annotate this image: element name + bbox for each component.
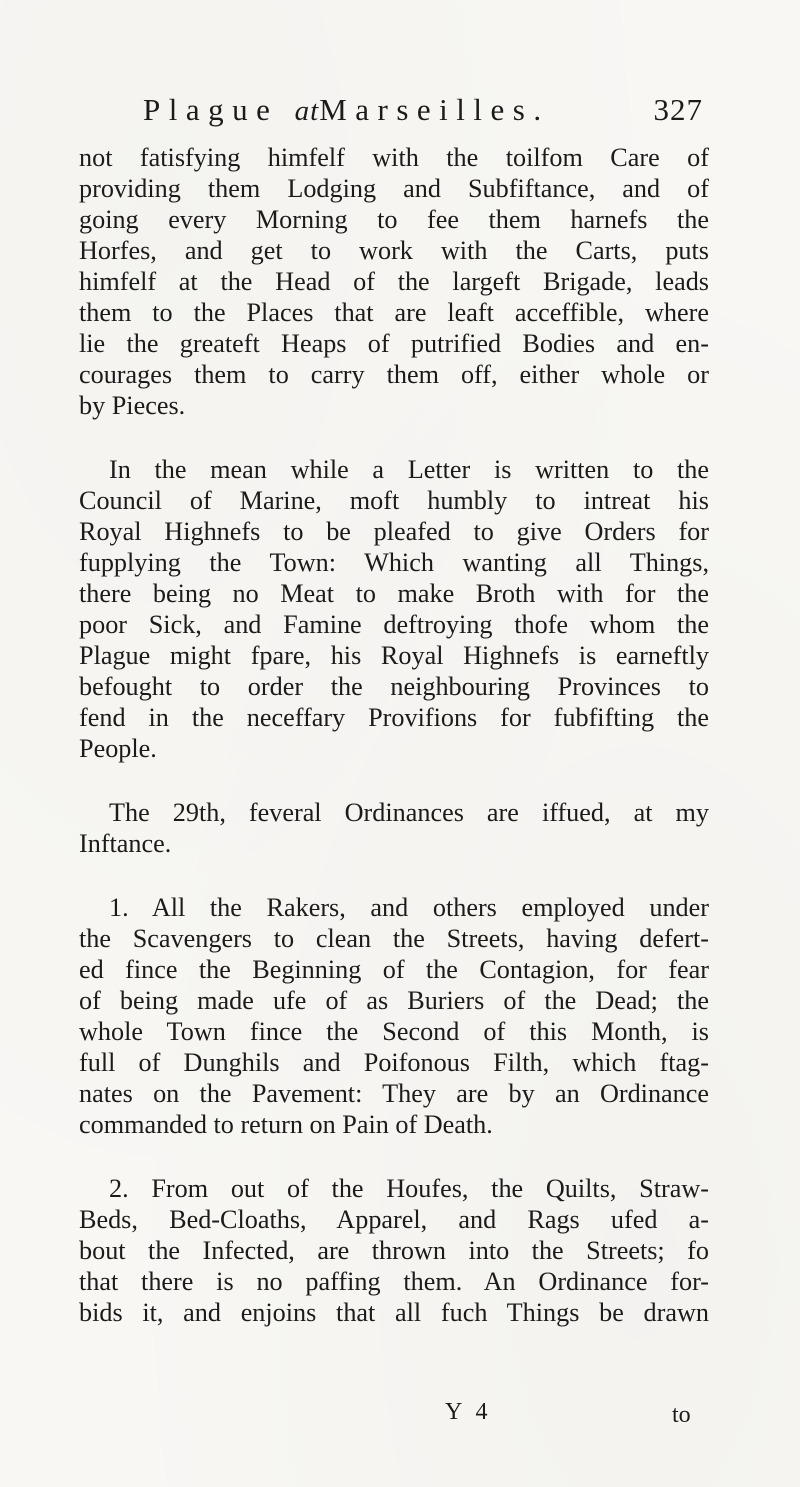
text-line: poor Sick, and Famine deftroying thofe whom the xyxy=(79,610,709,639)
paragraph-gap xyxy=(79,764,709,797)
paragraph xyxy=(79,142,709,421)
text-line: himfelf at the Head of the largeft Brigade, leads xyxy=(79,267,709,296)
paragraph xyxy=(79,1173,709,1328)
text-line: commanded to return on Pain of Death. xyxy=(79,1110,493,1139)
running-title-post: Marseilles. xyxy=(319,92,550,127)
running-title-pre: Plague xyxy=(143,92,279,127)
running-title xyxy=(143,92,550,128)
text-line: The 29th, feveral Ordinances are iffued, at my xyxy=(109,798,709,827)
page-number: 327 xyxy=(653,92,703,127)
running-head xyxy=(143,92,703,136)
text-line: Horfes, and get to work with the Carts, puts xyxy=(79,236,709,265)
text-line: In the mean while a Letter is written to the xyxy=(109,455,709,484)
paragraph xyxy=(79,797,709,859)
text-line: that there is no paffing them. An Ordinance for- xyxy=(79,1267,709,1296)
text-line: courages them to carry them off, either whole or xyxy=(79,360,709,389)
text-line: bout the Infected, are thrown into the Streets; fo xyxy=(79,1236,709,1265)
text-line: 1. All the Rakers, and others employed under xyxy=(109,893,709,922)
signature-mark: Y 4 xyxy=(445,1399,492,1425)
text-line: providing them Lodging and Subfiftance, and of xyxy=(79,174,709,203)
text-line: befought to order the neighbouring Provinces to xyxy=(79,672,709,701)
text-line: not fatisfying himfelf with the toilfom Care of xyxy=(79,143,709,172)
text-line: nates on the Pavement: They are by an Ordinance xyxy=(79,1079,709,1108)
text-line: of being made ufe of as Buriers of the Dead; the xyxy=(79,986,709,1015)
paragraph-gap xyxy=(79,1140,709,1173)
paragraph xyxy=(79,892,709,1140)
text-line: People. xyxy=(79,734,157,763)
paragraph xyxy=(79,454,709,764)
text-line: full of Dunghils and Poifonous Filth, which ftag- xyxy=(79,1048,709,1077)
running-title-at: at xyxy=(294,95,320,127)
text-line: fupplying the Town: Which wanting all Things, xyxy=(79,548,709,577)
text-line: Plague might fpare, his Royal Highnefs is earneftly xyxy=(79,641,709,670)
text-line: 2. From out of the Houfes, the Quilts, Straw- xyxy=(109,1174,709,1203)
text-line: whole Town fince the Second of this Month, is xyxy=(79,1017,709,1046)
text-line: ed fince the Beginning of the Contagion, for fear xyxy=(79,955,709,984)
paragraph-gap xyxy=(79,421,709,454)
body-text xyxy=(79,142,709,1328)
text-line: them to the Places that are leaft acceffible, where xyxy=(79,298,709,327)
paragraph-gap xyxy=(79,859,709,892)
text-line: Royal Highnefs to be pleafed to give Orders for xyxy=(79,517,709,546)
catchword: to xyxy=(672,1402,691,1428)
text-line: bids it, and enjoins that all fuch Things be drawn xyxy=(79,1298,709,1327)
text-line: there being no Meat to make Broth with for the xyxy=(79,579,709,608)
text-line: fend in the neceffary Provifions for fubfifting the xyxy=(79,703,709,732)
text-line: the Scavengers to clean the Streets, having defert- xyxy=(79,924,709,953)
text-line: Council of Marine, moft humbly to intreat his xyxy=(79,486,709,515)
text-line: Beds, Bed-Cloaths, Apparel, and Rags ufed a- xyxy=(79,1205,709,1234)
text-line: going every Morning to fee them harnefs the xyxy=(79,205,709,234)
text-line: lie the greateft Heaps of putrified Bodies and en- xyxy=(79,329,709,358)
text-line: Inftance. xyxy=(79,829,172,858)
text-line: by Pieces. xyxy=(79,391,186,420)
